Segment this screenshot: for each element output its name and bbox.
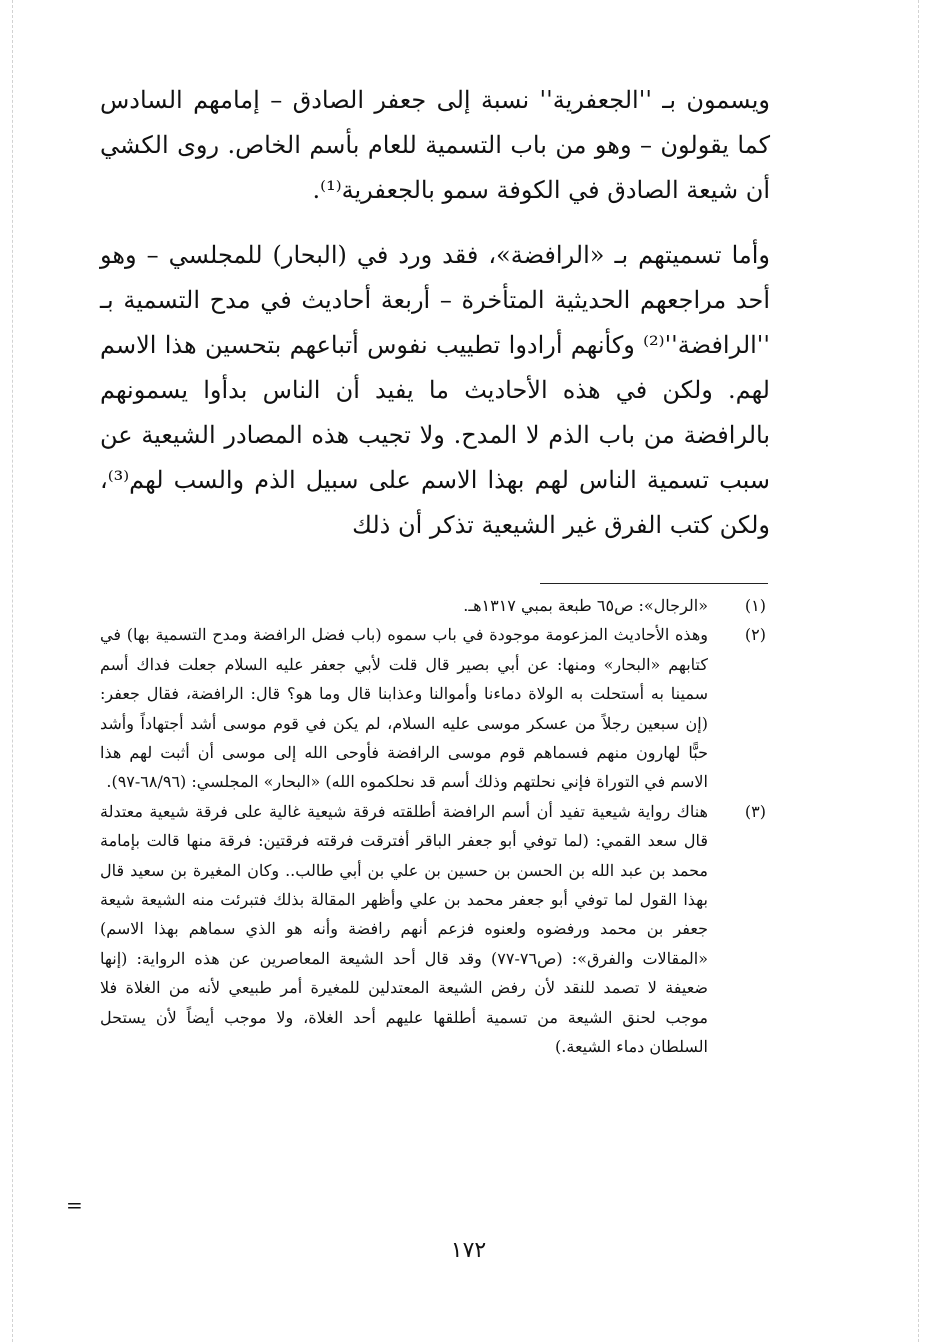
footnotes — [100, 591, 770, 1062]
footnote-2 — [100, 620, 770, 796]
footnote-text: هناك رواية شيعية تفيد أن أسم الرافضة أطلقته فرقة شيعية غالية على فرقة شيعية معتدلة قال سعد القمي: (لما توفي أبو جعفر الباقر أفترقت فرقته فرقتين: فرقة منها قالت بإمامة محمد بن عبد الله بن الحسن بن حسين بن علي بن أبي طالب.. وكان المغيرة بن سعيد قال بهذا القول لما توفي أبو جعفر محمد بن علي وأظهر المقالة بذلك فتبرئت منه الشيعة شيعة جعفر بن محمد ورفضوه ولعنوه فزعم أنهم رافضة وأنه هو الذي سماهم بهذا الاسم) «المقالات والفرق»: (ص٧٦-٧٧) وقد قال أحد الشيعة المعاصرين عن هذه الرواية: (إنها ضعيفة لا تصمد للنقد لأن رفض الشيعة المعتدلين للمغيرة أمر طبيعي لأنه من الغلاة فلا موجب لحنق الشيعة من تسمية أطلقها عليهم أحد الغلاة، ولا موجب أيضاً لأن يستحل السلطان دماء الشيعة.) — [100, 801, 708, 1057]
footnote-3 — [100, 797, 770, 1062]
footnote-separator — [540, 583, 768, 584]
footnote-number: (٢) — [744, 625, 766, 645]
scan-edge-left — [12, 0, 13, 1342]
paragraph-2: وأما تسميتهم بـ «الرافضة»، فقد ورد في (البحار) للمجلسي – وهو أحد مراجعهم الحديثية المتأخرة – أربعة أحاديث في مدح التسمية بـ ''الرافضة''⁽²⁾ وكأنهم أرادوا تطييب نفوس أتباعهم بتحسين هذا الاسم لهم. ولكن في هذه الأحاديث ما يفيد أن الناس بدأوا يسمونهم بالرافضة من باب الذم لا المدح. ولا تجيب هذه المصادر الشيعية عن سبب تسمية الناس لهم بهذا الاسم على سبيل الذم والسب لهم⁽³⁾، ولكن كتب الفرق غير الشيعية تذكر أن ذلك — [100, 241, 771, 539]
page-number: ١٧٢ — [450, 1238, 487, 1263]
main-text — [100, 78, 770, 548]
footnote-number: (٣) — [744, 801, 766, 821]
footnote-number: (١) — [744, 596, 766, 615]
footnote-1 — [100, 591, 770, 620]
paragraph-1: ويسمون بـ ''الجعفرية'' نسبة إلى جعفر الصادق – إمامهم السادس كما يقولون – وهو من باب التسمية للعام بأسم الخاص. روى الكشي أن شيعة الصادق في الكوفة سمو بالجعفرية⁽¹⁾. — [100, 86, 770, 204]
footnote-text: وهذه الأحاديث المزعومة موجودة في باب سموه (باب فضل الرافضة ومدح التسمية بها) في كتابهم «البحار» ومنها: عن أبي بصير قال قلت لأبي جعفر عليه السلام جعلت فداك أسم سمينا به أستحلت به الولاة دماءنا وأموالنا وعذابنا قال وما هو؟ قال: الرافضة، فقال جعفر: (إن سبعين رجلاً من عسكر موسى عليه السلام، لم يكن في قوم موسى أشد أجتهاداً وأشد حبًّا لهارون منهم فسماهم قوم موسى الرافضة فأوحى الله إلى موسى أن أثبت لهم هذا الاسم في التوراة فإني نحلتهم وذلك أسم قد نحلكموه الله) «البحار» المجلسي: (٦٨/٩٦-٩٧). — [100, 625, 708, 792]
footnote-text: «الرجال»: ص٦٥ طبعة بمبي ١٣١٧هـ. — [463, 596, 708, 615]
scan-edge-right — [918, 0, 919, 1342]
continuation-mark: = — [66, 1193, 83, 1217]
